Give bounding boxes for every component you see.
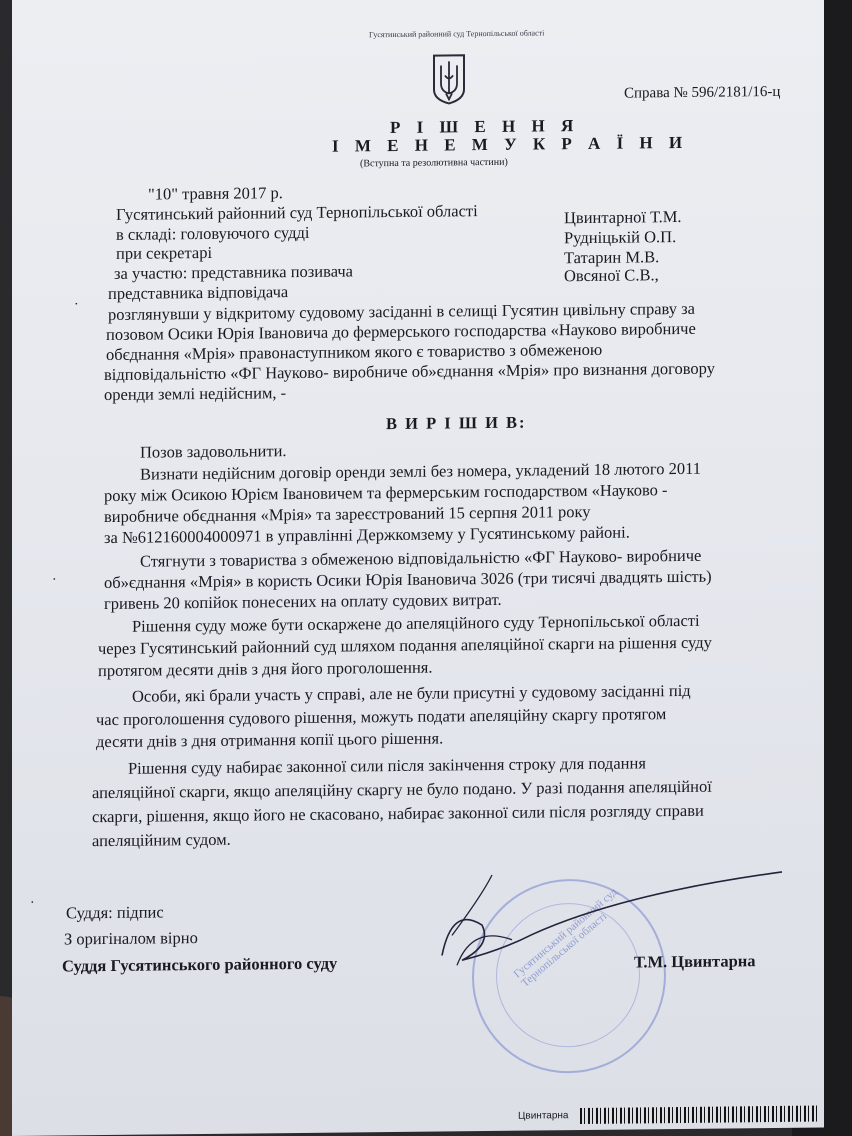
document-title-sub: І М Е Н Е М У К Р А Ї Н И bbox=[332, 132, 689, 156]
intro-paragraph-line: розглянувши у відкритому судовому засіданні в селищі Гусятин цивільну справу за bbox=[108, 298, 695, 324]
certified-copy-line: З оригіналом вірно bbox=[64, 928, 198, 949]
court-decision-document bbox=[12, 0, 824, 1136]
document-subtitle: (Вступна та резолютивна частини) bbox=[360, 156, 508, 170]
intro-paragraph-line: оренди землі недійсним, - bbox=[104, 383, 287, 405]
barcode-label: Цвинтарна bbox=[518, 1110, 569, 1122]
intro-paragraph-line: позовом Осики Юрія Івановича до фермерського господарства «Науково виробниче bbox=[106, 318, 696, 345]
defendant-rep-name: Овсяної С.В., bbox=[564, 265, 659, 286]
document-title: Р І Ш Е Н Н Я bbox=[390, 116, 580, 138]
judge-signature-line: Суддя: підпис bbox=[66, 902, 164, 923]
decision-line: об»єднання «Мрія» в користь Осики Юрія Івановича 3026 (три тисячі двадцять шість) bbox=[104, 566, 712, 593]
decision-line: через Гусятинський районний суд шляхом подання апеляційної скарги на рішення суду bbox=[98, 632, 712, 659]
margin-dot: · bbox=[74, 297, 79, 313]
decision-line: виробниче обєднання «Мрія» та зареєстрований 15 серпня 2011 року bbox=[104, 501, 591, 527]
margin-dot: · bbox=[30, 895, 35, 911]
decision-line: скарги, рішення, якщо його не скасовано, набирає законної сили після розгляду справи bbox=[92, 800, 704, 827]
decision-line: десяти днів з дня отримання копії цього рішення. bbox=[96, 728, 444, 752]
decision-line: за №612160004000971 в управлінні Держкомзему у Гусятинському районі. bbox=[104, 522, 630, 548]
decision-heading: В И Р І Ш И В: bbox=[386, 412, 527, 434]
presiding-label: в складі: головуючого судді bbox=[116, 222, 310, 244]
decision-date: "10" травня 2017 р. bbox=[148, 183, 283, 204]
handwritten-signature bbox=[422, 862, 802, 976]
court-line: Гусятинський районний суд Тернопільської області bbox=[116, 201, 478, 224]
decision-line: Стягнути з товариства з обмеженою відповідальністю «ФГ Науково- виробниче bbox=[140, 545, 702, 571]
margin-dot: · bbox=[52, 572, 57, 588]
decision-line: Рішення суду може бути оскаржене до апеляційного суду Тернопільської області bbox=[132, 610, 700, 636]
plaintiff-rep-label: за участю: представника позивача bbox=[114, 261, 354, 283]
decision-line: Позов задовольнити. bbox=[140, 441, 287, 462]
decision-line: Рішення суду набирає законної сили після закінчення строку для подання bbox=[128, 753, 646, 778]
secretary-label: при секретарі bbox=[116, 242, 213, 263]
decision-line: протягом десяти днів з дня його проголошення. bbox=[98, 657, 433, 681]
decision-line: час проголошення судового рішення, можуть подати апеляційну скаргу протягом bbox=[96, 704, 667, 730]
defendant-rep-label: представника відповідача bbox=[108, 282, 289, 303]
decision-line: Визнати недійсним договір оренди землі без номера, укладений 18 лютого 2011 bbox=[140, 458, 701, 484]
trident-emblem-icon bbox=[430, 53, 468, 105]
decision-line: року між Осикою Юрієм Івановичем та фермерським господарством «Науково - bbox=[104, 480, 668, 506]
decision-line: апеляційним судом. bbox=[92, 829, 231, 851]
intro-paragraph-line: відповідальністю «ФГ Науково- виробниче об»єднання «Мрія» про визнання договору bbox=[104, 358, 715, 385]
judge-name: Т.М. Цвинтарна bbox=[634, 951, 756, 972]
stamp-text: Гусятинський районний суд Тернопільської області bbox=[511, 886, 620, 990]
case-number: Справа № 596/2181/16-ц bbox=[624, 83, 781, 102]
plaintiff-rep-name: Татарин М.В. bbox=[564, 247, 660, 268]
judge-title: Суддя Гусятинського районного суду bbox=[62, 953, 338, 976]
decision-line: апеляційної скарги, якщо апеляційну скаргу не було подано. У разі подання апеляційної bbox=[92, 776, 712, 803]
secretary-name: Рудніцькій О.П. bbox=[564, 227, 677, 248]
intro-paragraph-line: обєднання «Мрія» правонаступником якого є товариство з обмеженою bbox=[106, 339, 603, 365]
decision-line: гривень 20 копійок понесених на оплату судових витрат. bbox=[104, 589, 502, 614]
decision-line: Особи, які брали участь у справі, але не були присутні у судовому засіданні під bbox=[132, 680, 691, 706]
barcode bbox=[580, 1106, 820, 1125]
presiding-judge-name: Цвинтарної Т.М. bbox=[564, 206, 682, 228]
court-name-header: Гусятинський районний суд Тернопільської області bbox=[369, 28, 545, 40]
